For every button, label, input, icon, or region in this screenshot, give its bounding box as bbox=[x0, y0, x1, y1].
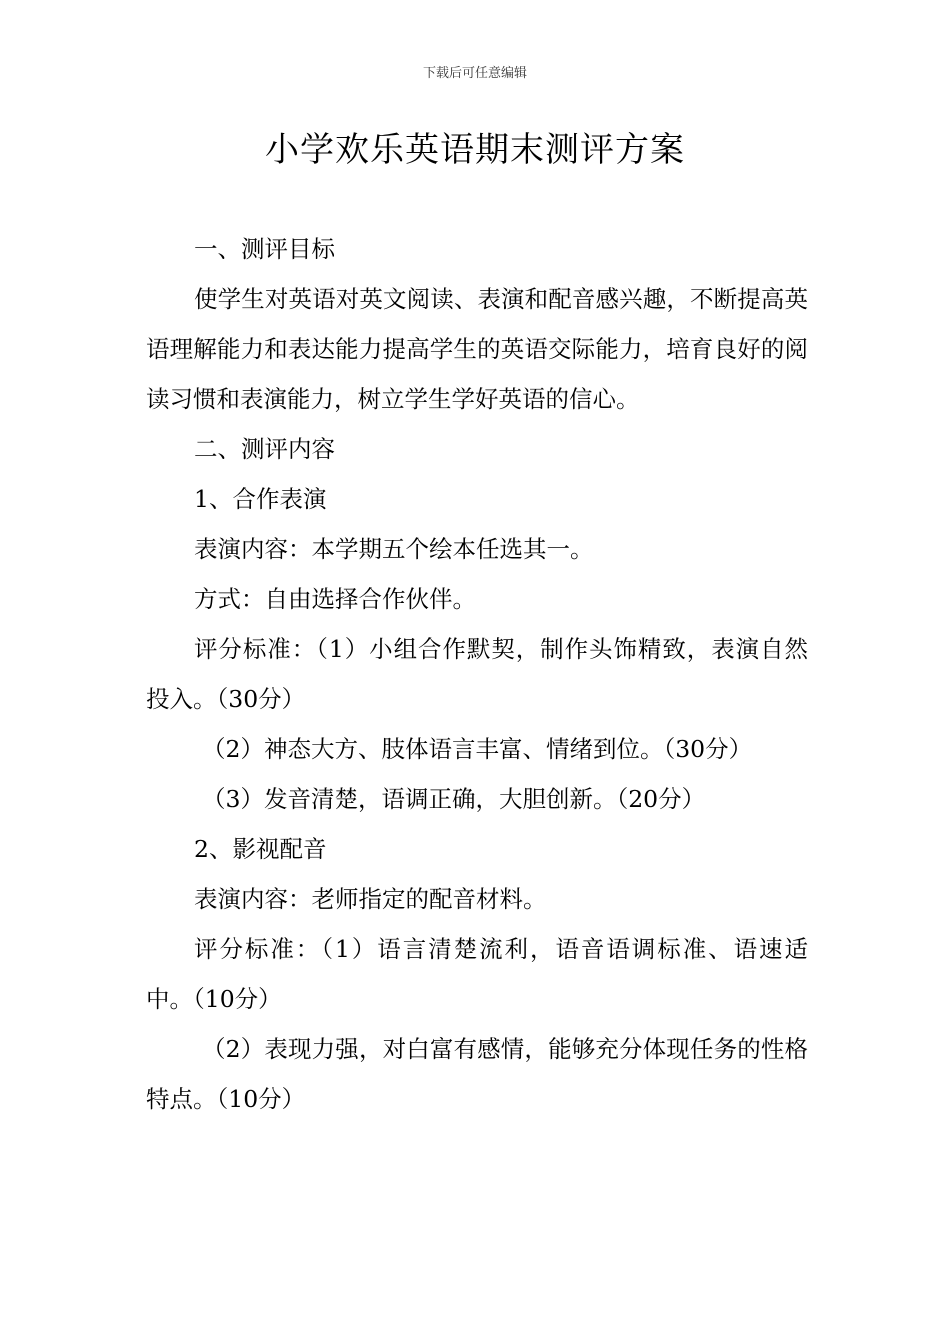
performance-criteria-3: （3）发音清楚，语调正确，大胆创新。（20分） bbox=[202, 785, 706, 813]
section-heading-content: 二、测评内容 bbox=[194, 435, 335, 463]
subsection-heading-dubbing: 2、影视配音 bbox=[194, 835, 327, 863]
header-note: 下载后可任意编辑 bbox=[422, 66, 527, 81]
dubbing-criteria-2: （2）表现力强，对白富有感情，能够充分体现任务的性格特点。（10分） bbox=[146, 1035, 808, 1113]
document-body bbox=[146, 224, 808, 1124]
dubbing-content: 表演内容：老师指定的配音材料。 bbox=[194, 885, 547, 913]
performance-criteria-1: 评分标准：（1）小组合作默契，制作头饰精致，表演自然投入。（30分） bbox=[146, 635, 808, 713]
section-heading-objectives: 一、测评目标 bbox=[194, 235, 335, 263]
subsection-heading-performance: 1、合作表演 bbox=[194, 485, 327, 513]
objectives-paragraph: 使学生对英语对英文阅读、表演和配音感兴趣，不断提高英语理解能力和表达能力提高学生的英语交际能力，培育良好的阅读习惯和表演能力，树立学生学好英语的信心。 bbox=[146, 285, 808, 413]
performance-method: 方式：自由选择合作伙伴。 bbox=[194, 585, 476, 613]
performance-content: 表演内容：本学期五个绘本任选其一。 bbox=[194, 535, 594, 563]
document-title: 小学欢乐英语期末测评方案 bbox=[265, 130, 685, 170]
performance-criteria-2: （2）神态大方、肢体语言丰富、情绪到位。（30分） bbox=[202, 735, 753, 763]
dubbing-criteria-1: 评分标准：（1）语言清楚流利，语音语调标准、语速适中。（10分） bbox=[146, 935, 808, 1013]
